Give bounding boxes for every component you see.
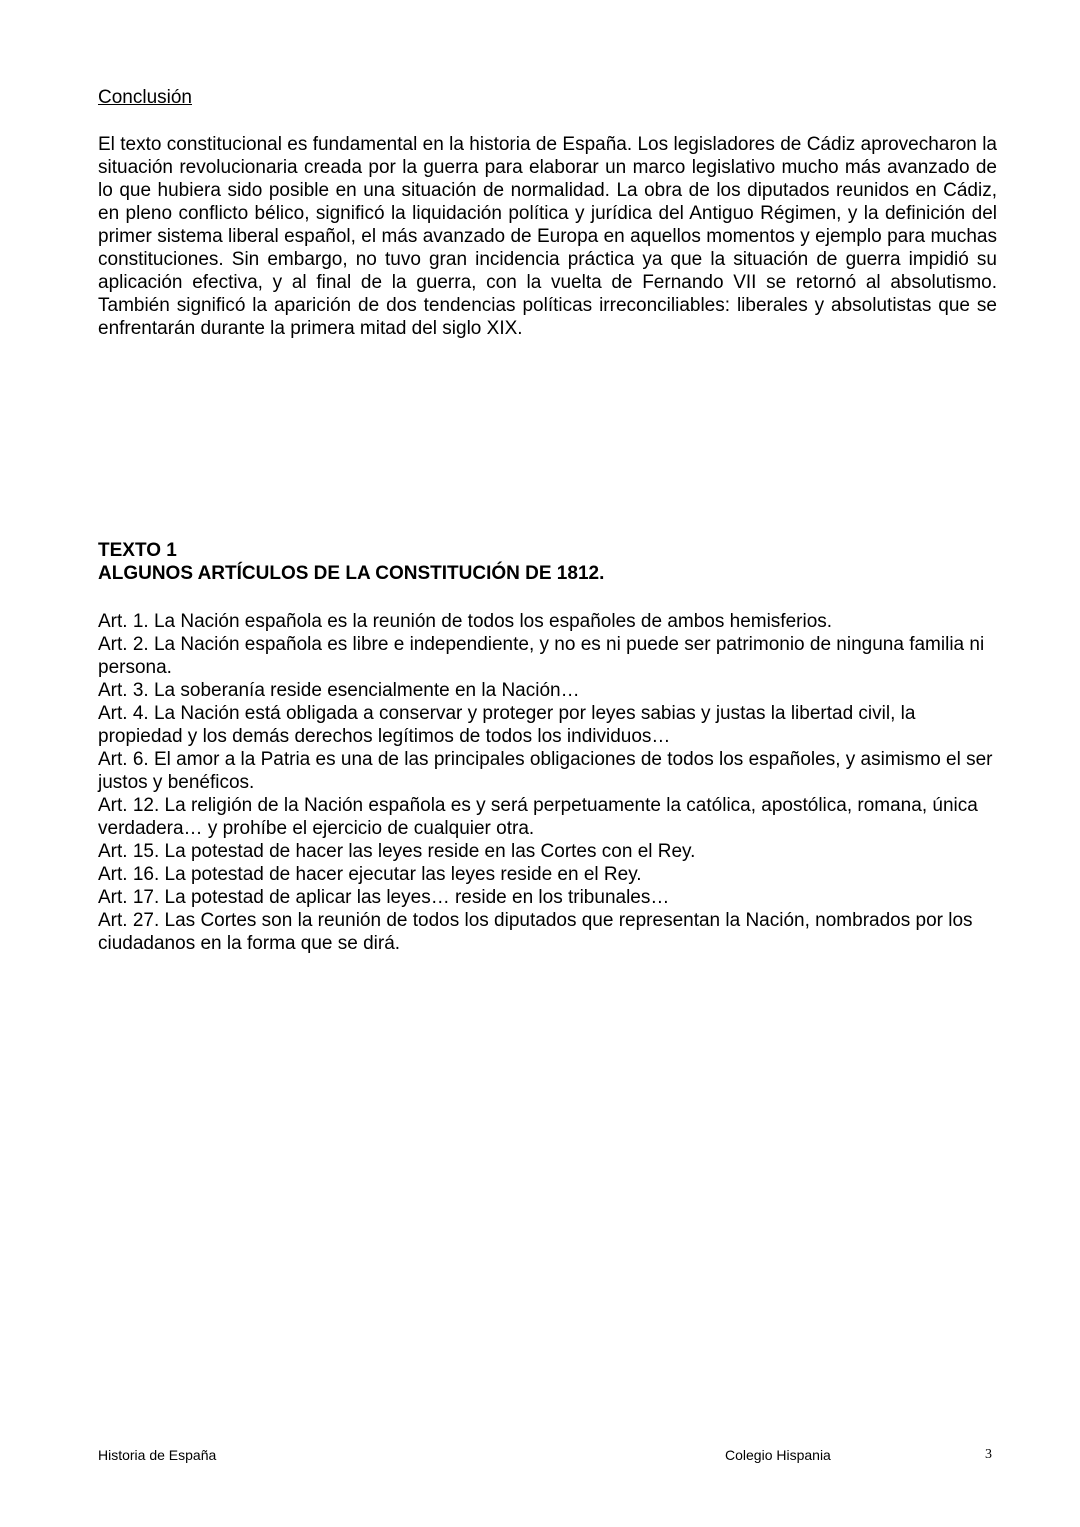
article-item: Art. 3. La soberanía reside esencialmente en la Nación… bbox=[98, 680, 580, 701]
texto-label: TEXTO 1 bbox=[98, 540, 177, 561]
footer-school: Colegio Hispania bbox=[725, 1447, 831, 1463]
article-item: Art. 1. La Nación española es la reunión de todos los españoles de ambos hemisferios. bbox=[98, 611, 833, 632]
texto-title: ALGUNOS ARTÍCULOS DE LA CONSTITUCIÓN DE 1812. bbox=[98, 563, 605, 584]
article-item: Art. 12. La religión de la Nación española es y será perpetuamente la católica, apostólica, romana, única verdadera… y prohíbe el ejercicio de cualquier otra. bbox=[98, 795, 978, 839]
article-item: Art. 6. El amor a la Patria es una de las principales obligaciones de todos los españoles, y asimismo el ser justos y benéficos. bbox=[98, 749, 993, 793]
article-item: Art. 17. La potestad de aplicar las leyes… reside en los tribunales… bbox=[98, 887, 670, 908]
article-item: Art. 15. La potestad de hacer las leyes reside en las Cortes con el Rey. bbox=[98, 841, 696, 862]
article-item: Art. 4. La Nación está obligada a conservar y proteger por leyes sabias y justas la libertad civil, la propiedad y los demás derechos legítimos de todos los individuos… bbox=[98, 703, 916, 747]
conclusion-paragraph: El texto constitucional es fundamental en la historia de España. Los legisladores de Cádiz aprovecharon la situación revolucionaria creada por la guerra para elaborar un marco legislativo mucho más avanzado de lo que hubiera sido posible en una situación de normalidad. La obra de los diputados reunidos en Cádiz, en pleno conflicto bélico, significó la liquidación política y jurídica del Antiguo Régimen, y la definición del primer sistema liberal español, el más avanzado de Europa en aquellos momentos y ejemplo para muchas constituciones. Sin embargo, no tuvo gran incidencia práctica ya que la situación de guerra impidió su aplicación efectiva, y al final de la guerra, con la vuelta de Fernando VII se retornó al absolutismo. También significó la aparición de dos tendencias políticas irreconciliables: liberales y absolutistas que se enfrentarán durante la primera mitad del siglo XIX. bbox=[98, 134, 997, 339]
conclusion-heading: Conclusión bbox=[98, 87, 192, 108]
article-item: Art. 27. Las Cortes son la reunión de todos los diputados que representan la Nación, nombrados por los ciudadanos en la forma que se dirá. bbox=[98, 910, 973, 954]
footer-subject: Historia de España bbox=[98, 1447, 217, 1463]
article-item: Art. 2. La Nación española es libre e independiente, y no es ni puede ser patrimonio de ninguna familia ni persona. bbox=[98, 634, 985, 678]
article-item: Art. 16. La potestad de hacer ejecutar las leyes reside en el Rey. bbox=[98, 864, 642, 885]
page-footer bbox=[0, 1446, 1080, 1464]
texto-header bbox=[98, 539, 997, 585]
page-number: 3 bbox=[985, 1447, 992, 1462]
articles-list bbox=[98, 610, 997, 955]
